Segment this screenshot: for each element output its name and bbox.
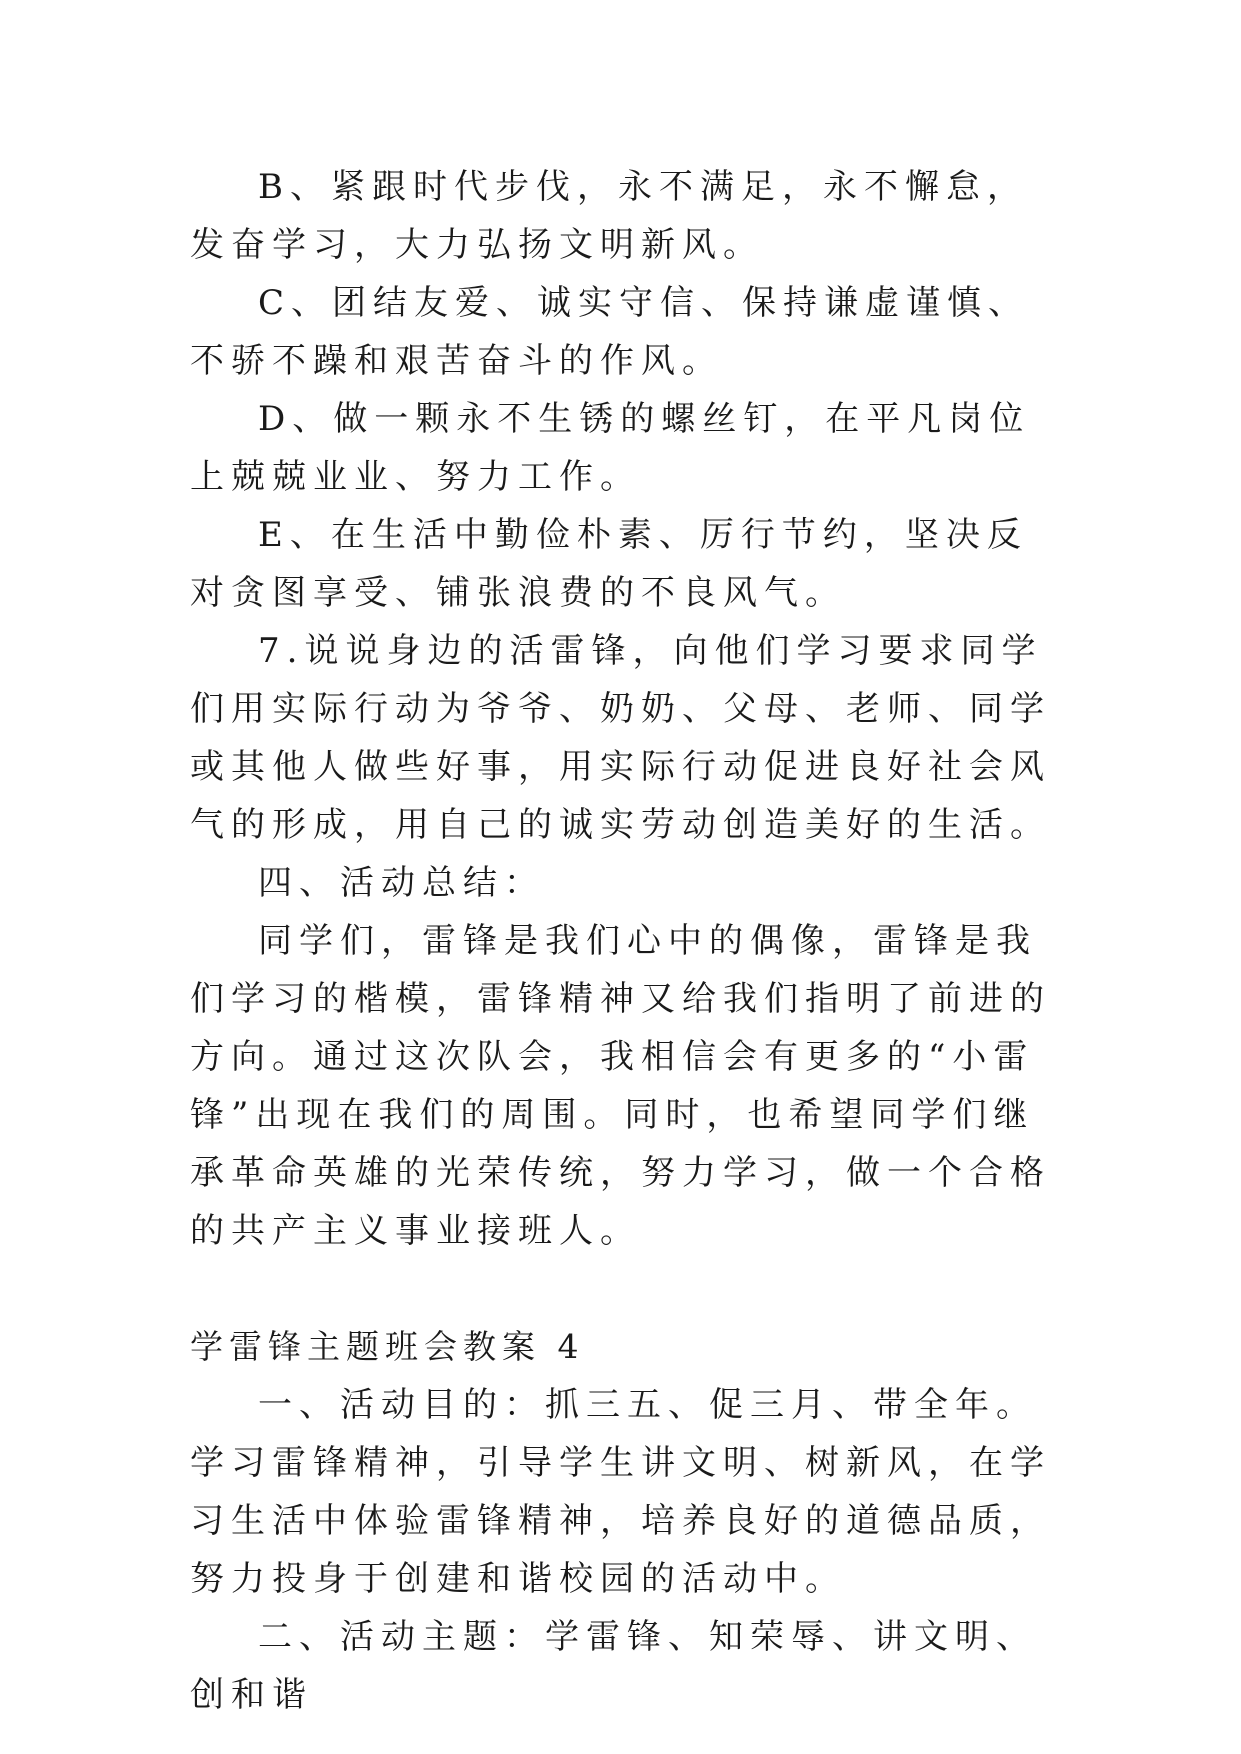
paragraph-item-7: 7.说说身边的活雷锋，向他们学习要求同学们用实际行动为爷爷、奶奶、父母、老师、同学或其他人做些好事，用实际行动促进良好社会风气的形成，用自己的诚实劳动创造美好的生活。 <box>190 631 1051 845</box>
paragraph-item-d: D、做一颗永不生锈的螺丝钉，在平凡岗位上兢兢业业、努力工作。 <box>190 399 1031 497</box>
paragraph-summary-body: 同学们，雷锋是我们心中的偶像，雷锋是我们学习的楷模，雷锋精神又给我们指明了前进的方向。通过这次队会，我相信会有更多的“小雷锋”出现在我们的周围。同时，也希望同学们继承革命英雄的光荣传统，努力学习，做一个合格的共产主义事业接班人。 <box>190 921 1051 1251</box>
paragraph-item-c: C、团结友爱、诚实守信、保持谦虚谨慎、不骄不躁和艰苦奋斗的作风。 <box>190 283 1030 381</box>
paragraph-activity-goal: 一、活动目的：抓三五、促三月、带全年。学习雷锋精神，引导学生讲文明、树新风，在学习生活中体验雷锋精神，培养良好的道德品质，努力投身于创建和谐校园的活动中。 <box>190 1385 1051 1599</box>
paragraph-item-b: B、紧跟时代步伐，永不满足，永不懈怠，发奋学习，大力弘扬文明新风。 <box>190 167 1028 265</box>
paragraph-activity-theme: 二、活动主题：学雷锋、知荣辱、讲文明、创和谐 <box>190 1617 1037 1715</box>
paragraph-summary-heading: 四、活动总结： <box>258 863 545 903</box>
section-heading: 学雷锋主题班会教案 4 <box>190 1327 585 1366</box>
paragraph-item-e: E、在生活中勤俭朴素、厉行节约，坚决反对贪图享受、铺张浪费的不良风气。 <box>190 515 1028 613</box>
